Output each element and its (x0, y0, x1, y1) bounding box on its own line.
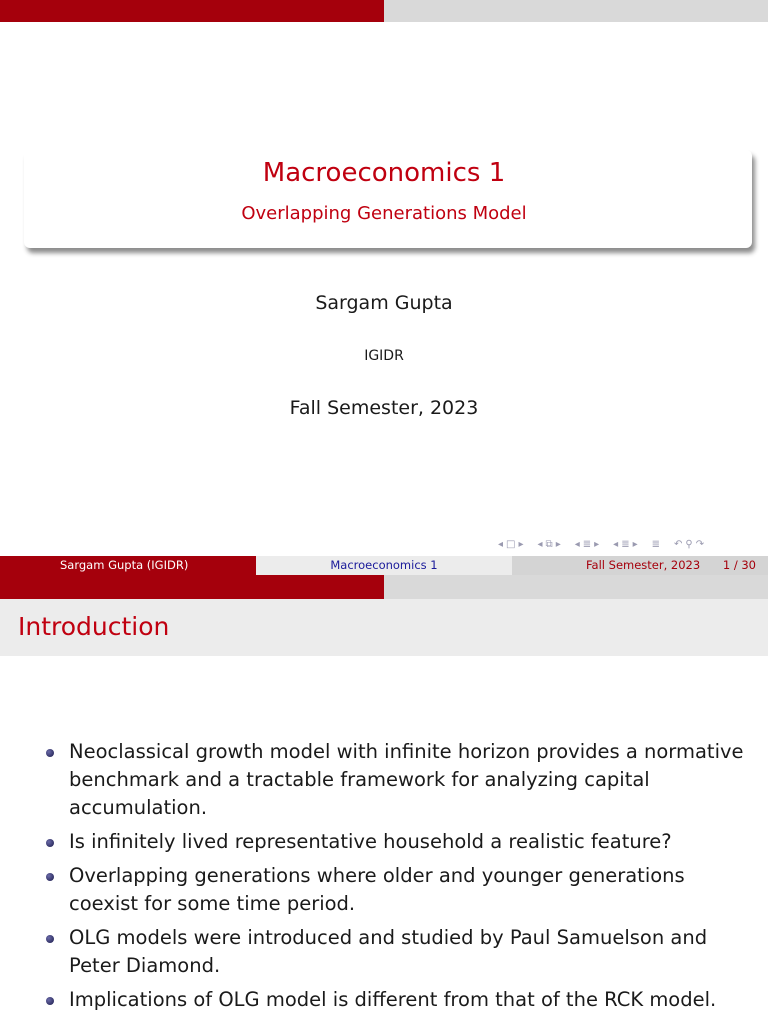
nav-subsection-icon[interactable]: ≣ (582, 539, 592, 550)
bullet-text: Is infinitely lived representative household a realistic feature? (69, 830, 672, 853)
nav-prev-slide-icon[interactable]: ◂ (498, 539, 504, 550)
slide2-header-bar-red (0, 575, 384, 599)
nav-back-icon[interactable]: ↶ (674, 539, 683, 550)
nav-forward-icon[interactable]: ↷ (695, 539, 705, 550)
nav-slide-icon[interactable]: □ (506, 539, 516, 550)
bullet-icon (46, 935, 54, 943)
author-name: Sargam Gupta (315, 292, 453, 314)
navigation-symbols (498, 537, 704, 553)
nav-prev-subsection-icon[interactable]: ◂ (574, 539, 580, 550)
bullet-icon (46, 997, 54, 1005)
nav-next-section-icon[interactable]: ▸ (632, 539, 638, 550)
footer-page-number: 1 / 30 (722, 558, 756, 572)
footer-date-page (512, 556, 768, 575)
footer-date: Fall Semester, 2023 (586, 558, 701, 572)
bullet-text: Overlapping generations where older and younger generations coexist for some time period. (69, 864, 685, 915)
list-item (46, 986, 746, 1014)
nav-prev-frame-icon[interactable]: ◂ (537, 539, 543, 550)
bullet-icon (46, 749, 54, 757)
list-item (46, 862, 746, 918)
bullet-text: Neoclassical growth model with infinite horizon provides a normative benchmark and a tractable framework for analyzing capital accumulation. (69, 740, 744, 819)
bullet-icon (46, 873, 54, 881)
bullet-text: Implications of OLG model is different from that of the RCK model. (69, 988, 717, 1011)
slide-title: Macroeconomics 1 (262, 158, 506, 188)
footer-title (256, 556, 512, 575)
nav-next-subsection-icon[interactable]: ▸ (594, 539, 600, 550)
bullet-icon (46, 839, 54, 847)
slide-subtitle: Overlapping Generations Model (241, 203, 527, 224)
footer-author (0, 556, 256, 575)
institute-name: IGIDR (364, 348, 404, 364)
bullet-list (46, 738, 746, 1020)
footer-title-text: Macroeconomics 1 (330, 558, 438, 572)
header-bar-red (0, 0, 384, 22)
bullet-text: OLG models were introduced and studied by Paul Samuelson and Peter Diamond. (69, 926, 708, 977)
nav-section-icon[interactable]: ≣ (621, 539, 630, 550)
list-item (46, 924, 746, 980)
nav-document-icon[interactable]: ≣ (651, 539, 661, 550)
header-bar-gray (384, 0, 768, 22)
slide2-header-bar-gray (384, 575, 768, 599)
presentation-date: Fall Semester, 2023 (289, 397, 479, 419)
frame-title: Introduction (18, 612, 170, 641)
nav-search-icon[interactable]: ⚲ (685, 539, 693, 550)
nav-next-frame-icon[interactable]: ▸ (555, 539, 561, 550)
list-item (46, 738, 746, 822)
nav-next-slide-icon[interactable]: ▸ (518, 539, 524, 550)
list-item (46, 828, 746, 856)
nav-frame-icon[interactable]: ⧉ (545, 539, 553, 550)
footer-author-text: Sargam Gupta (IGIDR) (60, 558, 189, 572)
nav-prev-section-icon[interactable]: ◂ (613, 539, 619, 550)
